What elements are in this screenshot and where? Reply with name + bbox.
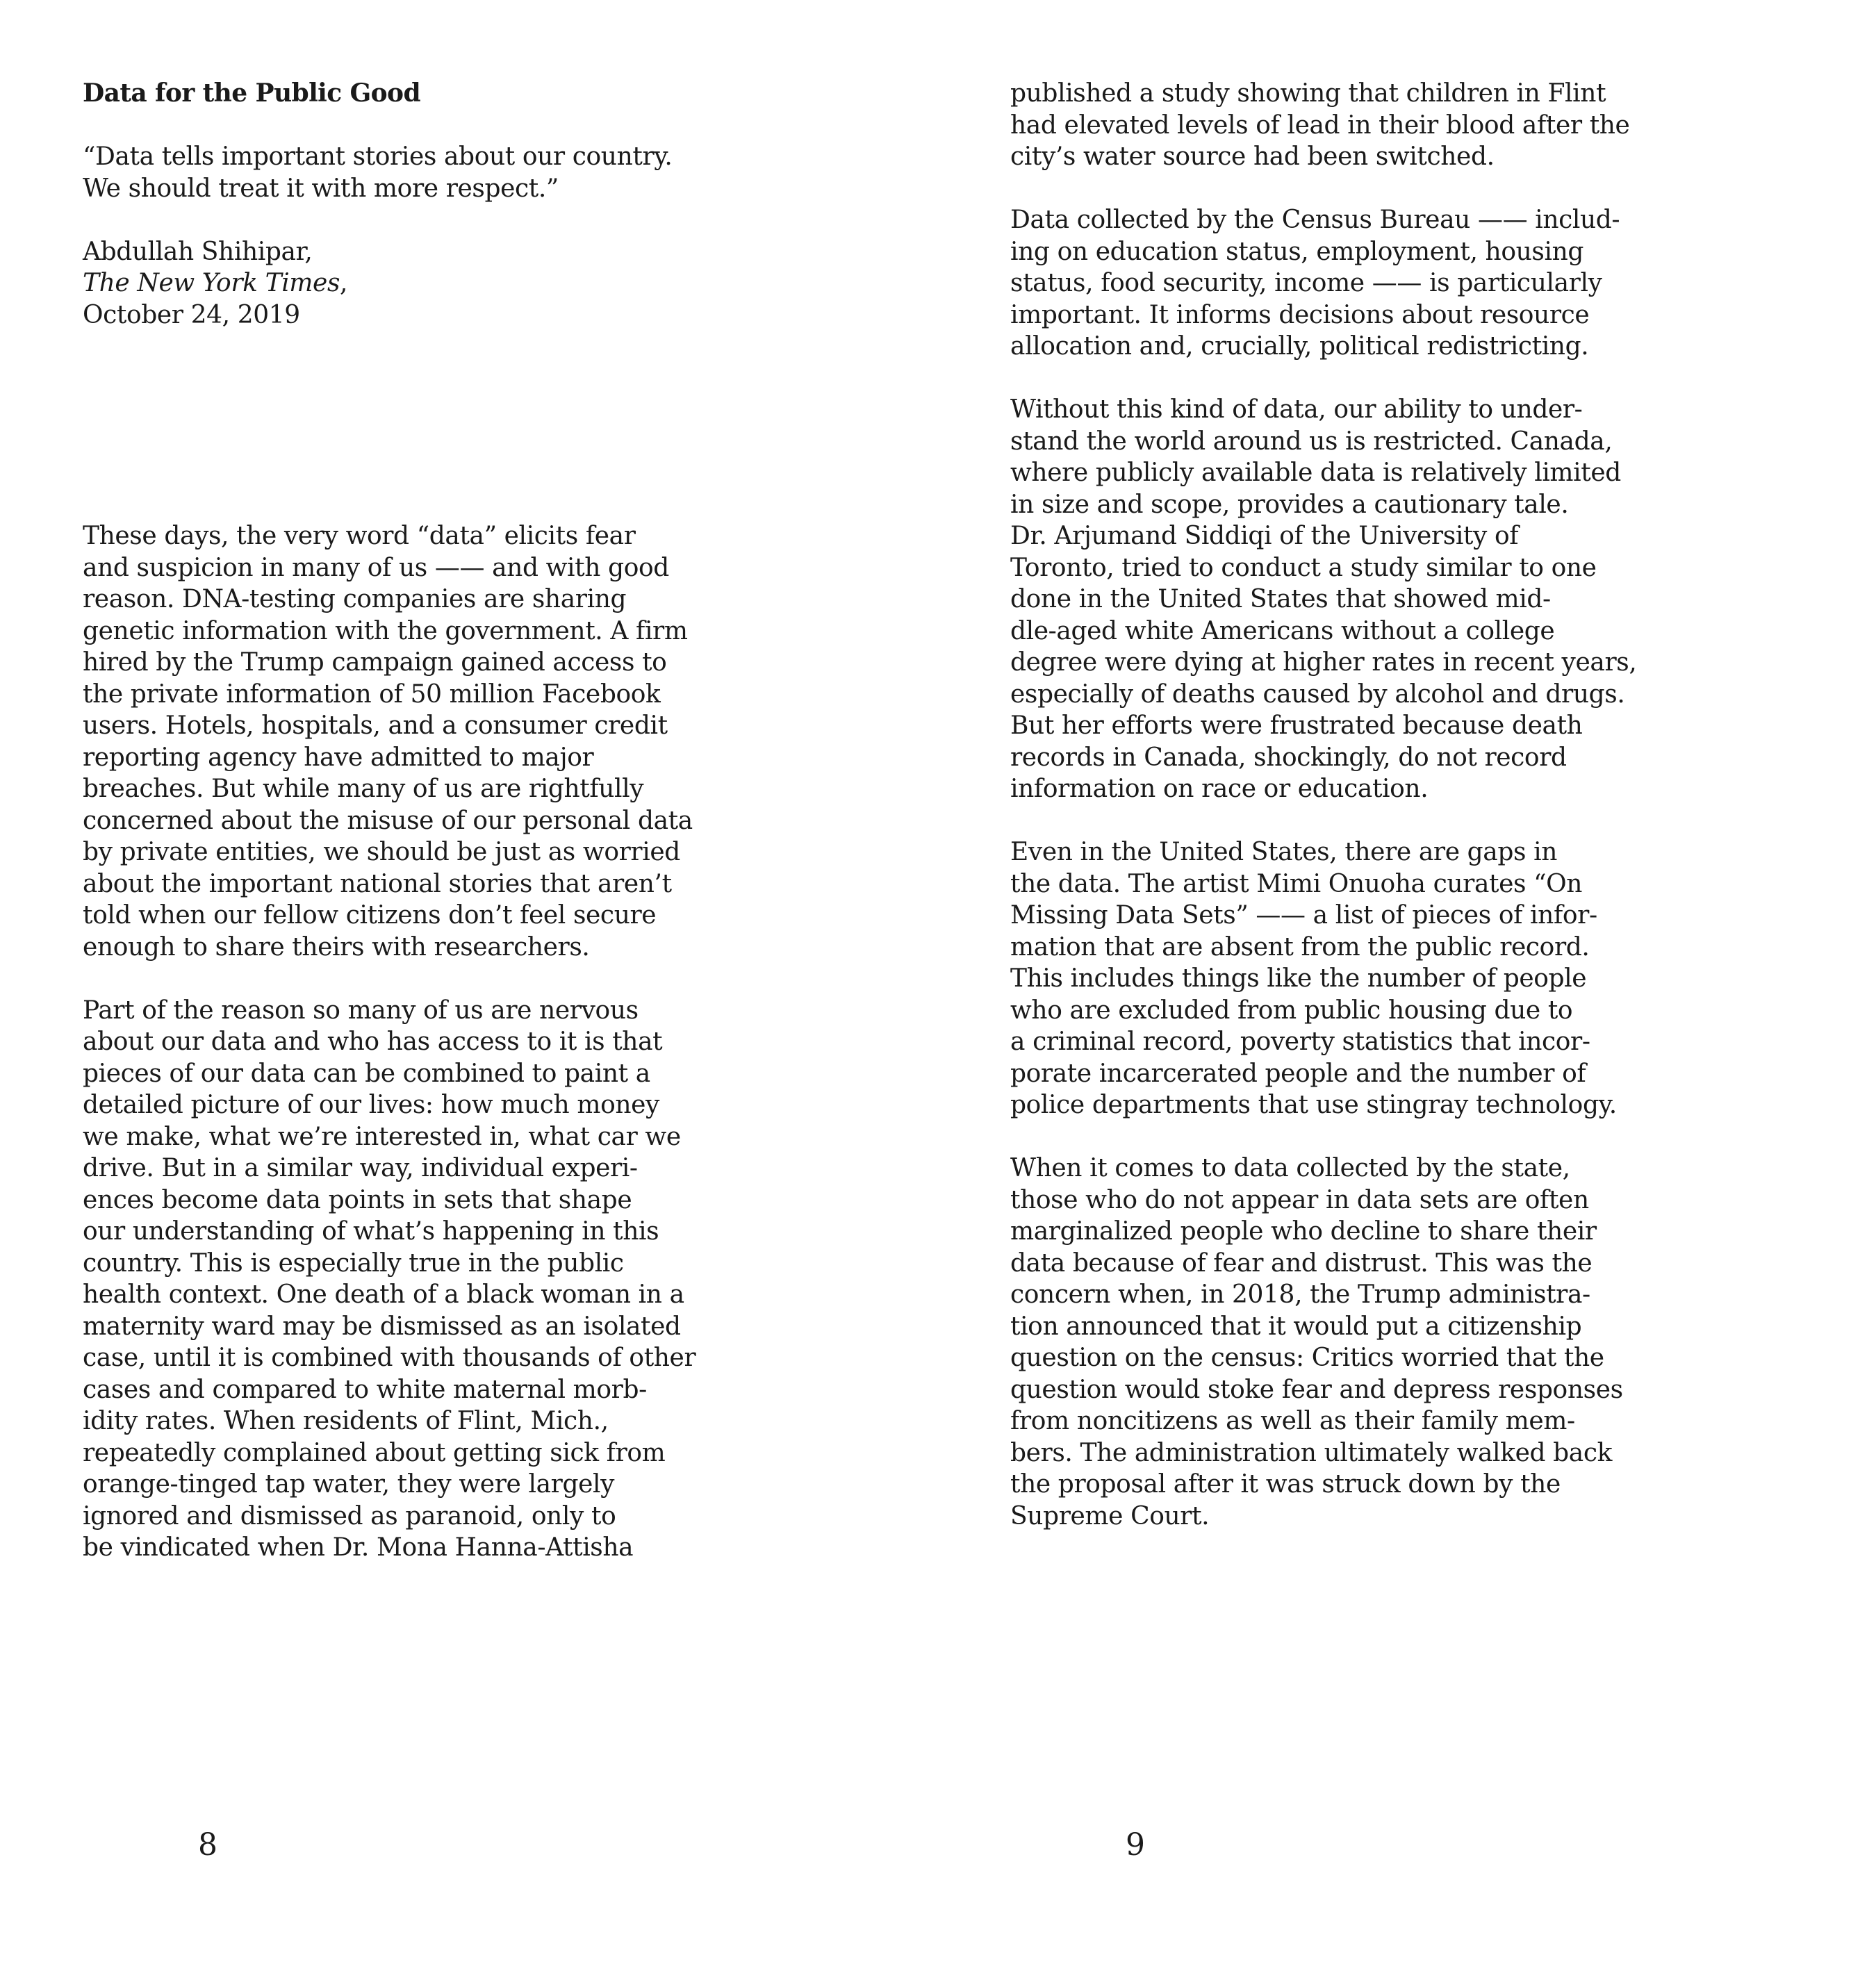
text-line: the proposal after it was struck down by the (1010, 1470, 1561, 1499)
text-line: ignored and dismissed as paranoid, only to (83, 1501, 616, 1531)
text-line: a criminal record, poverty statistics that incor- (1010, 1028, 1590, 1056)
text-line: who are excluded from public housing due to (1010, 996, 1573, 1025)
text-line: Data collected by the Census Bureau —— includ- (1010, 206, 1620, 234)
text-line: Even in the United States, there are gaps in (1010, 838, 1558, 866)
body-paragraph (1010, 836, 1617, 1121)
page-number-left: 8 (198, 1827, 217, 1863)
text-line: Part of the reason so many of us are nervous (83, 996, 639, 1025)
text-line: where publicly available data is relatively limited (1010, 459, 1621, 487)
article-heading: Data for the Public Good (83, 79, 421, 108)
text-line: users. Hotels, hospitals, and a consumer credit (83, 711, 668, 740)
page-number-right: 9 (1126, 1827, 1145, 1863)
text-line: hired by the Trump campaign gained access to (83, 648, 667, 677)
text-line: Toronto, tried to conduct a study similar to one (1010, 553, 1597, 582)
quote-line: We should treat it with more respect.” (83, 174, 559, 203)
text-line: concern when, in 2018, the Trump administra- (1010, 1280, 1590, 1309)
left-text-column (83, 78, 696, 1564)
text-line: ences become data points in sets that shape (83, 1185, 632, 1214)
text-line: concerned about the misuse of our personal data (83, 806, 693, 835)
text-line: Without this kind of data, our ability to under- (1010, 395, 1583, 424)
text-line: data because of fear and distrust. This was the (1010, 1248, 1593, 1278)
text-line: we make, what we’re interested in, what car we (83, 1122, 681, 1151)
text-line: important. It informs decisions about resource (1010, 300, 1590, 329)
text-line: health context. One death of a black woman in a (83, 1280, 684, 1309)
text-line: porate incarcerated people and the number of (1010, 1059, 1586, 1088)
text-line: drive. But in a similar way, individual experi- (83, 1154, 638, 1182)
right-page (938, 0, 1876, 1980)
quote-publication-suffix: , (340, 269, 348, 297)
text-line: maternity ward may be dismissed as an isolated (83, 1312, 681, 1341)
body-paragraph (1010, 78, 1630, 173)
text-line: police departments that use stingray technology. (1010, 1091, 1617, 1119)
text-line: published a study showing that children in Flint (1010, 79, 1606, 108)
body-paragraph (83, 520, 693, 963)
text-line: from noncitizens as well as their family mem- (1010, 1407, 1575, 1435)
quote-publication: The New York Times (83, 269, 340, 297)
text-line: city’s water source had been switched. (1010, 142, 1495, 171)
text-line: genetic information with the government. A firm (83, 616, 688, 645)
text-line: These days, the very word “data” elicits fear (83, 522, 636, 550)
text-line: information on race or education. (1010, 775, 1429, 803)
text-line: tion announced that it would put a citizenship (1010, 1312, 1582, 1341)
quote-line: “Data tells important stories about our country. (83, 142, 673, 171)
text-line: idity rates. When residents of Flint, Mich., (83, 1407, 609, 1435)
text-line: records in Canada, shockingly, do not record (1010, 743, 1567, 772)
text-line: question on the census: Critics worried that the (1010, 1344, 1604, 1372)
text-line: told when our fellow citizens don’t feel secure (83, 901, 657, 930)
text-line: bers. The administration ultimately walked back (1010, 1438, 1613, 1467)
text-line: ing on education status, employment, housing (1010, 237, 1584, 266)
text-line: about our data and who has access to it is that (83, 1028, 663, 1056)
text-line: those who do not appear in data sets are often (1010, 1185, 1589, 1214)
text-line: the private information of 50 million Facebook (83, 679, 661, 709)
text-line: reason. DNA-testing companies are sharing (83, 585, 627, 613)
text-line: Supreme Court. (1010, 1501, 1210, 1531)
body-paragraph (1010, 394, 1637, 805)
text-line: in size and scope, provides a cautionary tale. (1010, 490, 1569, 519)
text-line: be vindicated when Dr. Mona Hanna-Attisha (83, 1533, 634, 1562)
text-line: breaches. But while many of us are rightfully (83, 775, 644, 803)
text-line: had elevated levels of lead in their blood after the (1010, 110, 1630, 140)
text-line: This includes things like the number of people (1010, 964, 1587, 993)
text-line: When it comes to data collected by the state, (1010, 1154, 1570, 1182)
quote-author: Abdullah Shihipar, (83, 237, 313, 266)
text-line: and suspicion in many of us —— and with good (83, 553, 669, 582)
text-line: degree were dying at higher rates in recent years, (1010, 648, 1637, 677)
text-line: Dr. Arjumand Siddiqi of the University of (1010, 522, 1519, 550)
text-line: dle-aged white Americans without a college (1010, 616, 1555, 645)
text-line: Missing Data Sets” —— a list of pieces of infor- (1010, 901, 1597, 930)
text-line: by private entities, we should be just as worried (83, 838, 680, 866)
text-line: stand the world around us is restricted. Canada, (1010, 427, 1613, 456)
text-line: our understanding of what’s happening in this (83, 1217, 659, 1246)
text-line: about the important national stories that aren’t (83, 869, 672, 898)
body-paragraph (83, 995, 696, 1564)
right-text-column (1010, 78, 1637, 1532)
quote-publication-line (83, 267, 639, 299)
text-line: the data. The artist Mimi Onuoha curates “On (1010, 869, 1583, 898)
text-line: country. This is especially true in the public (83, 1248, 624, 1278)
text-line: enough to share theirs with researchers. (83, 932, 590, 962)
text-line: case, until it is combined with thousands of other (83, 1344, 696, 1372)
text-line: status, food security, income —— is particularly (1010, 269, 1602, 297)
text-line: pieces of our data can be combined to paint a (83, 1059, 650, 1088)
pull-quote (83, 141, 673, 204)
text-line: But her efforts were frustrated because death (1010, 711, 1583, 740)
text-line: orange-tinged tap water, they were largely (83, 1470, 615, 1499)
text-line: mation that are absent from the public record. (1010, 932, 1590, 962)
body-paragraph (1010, 1153, 1623, 1532)
text-line: question would stoke fear and depress responses (1010, 1375, 1623, 1404)
quote-attribution (83, 236, 639, 331)
text-line: reporting agency have admitted to major (83, 743, 594, 772)
text-line: especially of deaths caused by alcohol and drugs. (1010, 679, 1625, 709)
text-line: allocation and, crucially, political redistricting. (1010, 332, 1589, 361)
text-line: done in the United States that showed mid- (1010, 585, 1551, 613)
text-line: detailed picture of our lives: how much money (83, 1091, 659, 1119)
text-line: repeatedly complained about getting sick from (83, 1438, 666, 1467)
text-line: cases and compared to white maternal morb- (83, 1375, 647, 1404)
quote-date: October 24, 2019 (83, 300, 300, 329)
text-line: marginalized people who decline to share their (1010, 1217, 1597, 1246)
body-paragraph (1010, 204, 1620, 363)
